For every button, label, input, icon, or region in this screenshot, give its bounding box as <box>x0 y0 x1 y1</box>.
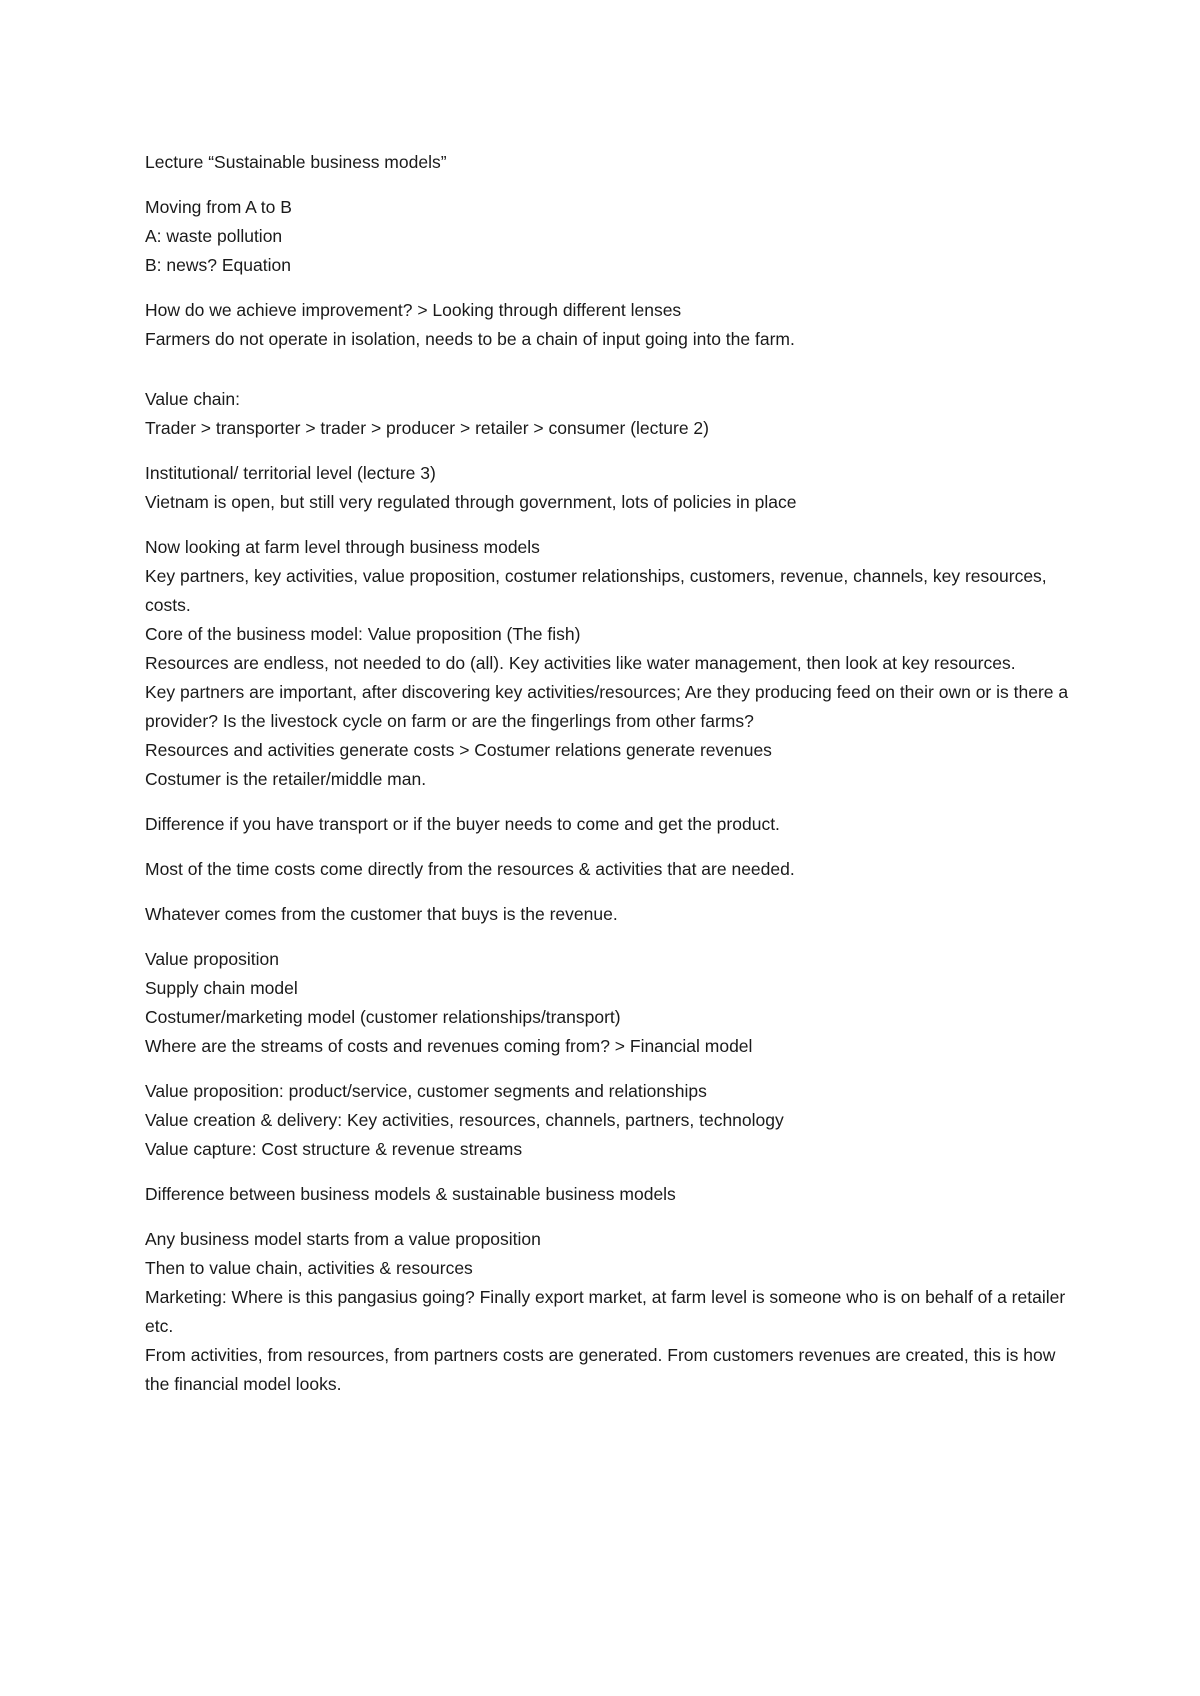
text-line: Farmers do not operate in isolation, needs to be a chain of input going into the farm. <box>145 329 795 349</box>
text-line: Difference between business models & sustainable business models <box>145 1184 676 1204</box>
text-line: Then to value chain, activities & resources <box>145 1258 473 1278</box>
paragraph-revenue <box>145 900 1075 929</box>
text-line: Institutional/ territorial level (lecture 3) <box>145 463 436 483</box>
text-line: A: waste pollution <box>145 226 283 246</box>
text-line: Difference if you have transport or if the buyer needs to come and get the product. <box>145 814 780 834</box>
text-line: From activities, from resources, from partners costs are generated. From customers revenues are created, this is how the financial model looks. <box>145 1345 1056 1394</box>
paragraph-institutional <box>145 459 1075 517</box>
paragraph-value-definitions <box>145 1077 1075 1164</box>
text-line: Vietnam is open, but still very regulated through government, lots of policies in place <box>145 492 797 512</box>
text-line: Now looking at farm level through business models <box>145 537 540 557</box>
text-line: Any business model starts from a value proposition <box>145 1229 541 1249</box>
text-line: Key partners are important, after discovering key activities/resources; Are they producing feed on their own or is there a provider? Is the livestock cycle on farm or are the fingerlings from other farms? <box>145 682 1069 731</box>
text-line: Value chain: <box>145 389 241 409</box>
document-title <box>145 148 1075 177</box>
text-line: Core of the business model: Value proposition (The fish) <box>145 624 581 644</box>
text-line: Resources and activities generate costs > Costumer relations generate revenues <box>145 740 772 760</box>
paragraph-moving-a-to-b <box>145 193 1075 280</box>
title-text: Lecture “Sustainable business models” <box>145 152 447 172</box>
text-line: Moving from A to B <box>145 197 292 217</box>
text-line: Supply chain model <box>145 978 298 998</box>
text-line: Whatever comes from the customer that buys is the revenue. <box>145 904 618 924</box>
paragraph-costs <box>145 855 1075 884</box>
paragraph-farm-level <box>145 533 1075 794</box>
text-line: Resources are endless, not needed to do (all). Key activities like water management, then look at key resources. <box>145 653 1016 673</box>
text-line: Value capture: Cost structure & revenue streams <box>145 1139 523 1159</box>
text-line: Where are the streams of costs and revenues coming from? > Financial model <box>145 1036 753 1056</box>
text-line: Costumer is the retailer/middle man. <box>145 769 427 789</box>
text-line: Trader > transporter > trader > producer > retailer > consumer (lecture 2) <box>145 418 709 438</box>
text-line: Marketing: Where is this pangasius going? Finally export market, at farm level is someone who is on behalf of a retailer etc. <box>145 1287 1066 1336</box>
paragraph-transport <box>145 810 1075 839</box>
text-line: B: news? Equation <box>145 255 291 275</box>
paragraph-value-chain <box>145 385 1075 443</box>
text-line: Value creation & delivery: Key activities, resources, channels, partners, technology <box>145 1110 784 1130</box>
text-line: Value proposition: product/service, customer segments and relationships <box>145 1081 707 1101</box>
text-line: Most of the time costs come directly from the resources & activities that are needed. <box>145 859 795 879</box>
text-line: Key partners, key activities, value proposition, costumer relationships, customers, revenue, channels, key resources, costs. <box>145 566 1047 615</box>
paragraph-improvement <box>145 296 1075 354</box>
paragraph-difference <box>145 1180 1075 1209</box>
paragraph-models-list <box>145 945 1075 1061</box>
document-body <box>145 148 1075 1415</box>
text-line: Value proposition <box>145 949 279 969</box>
text-line: How do we achieve improvement? > Looking through different lenses <box>145 300 682 320</box>
paragraph-any-business-model <box>145 1225 1075 1399</box>
text-line: Costumer/marketing model (customer relationships/transport) <box>145 1007 621 1027</box>
